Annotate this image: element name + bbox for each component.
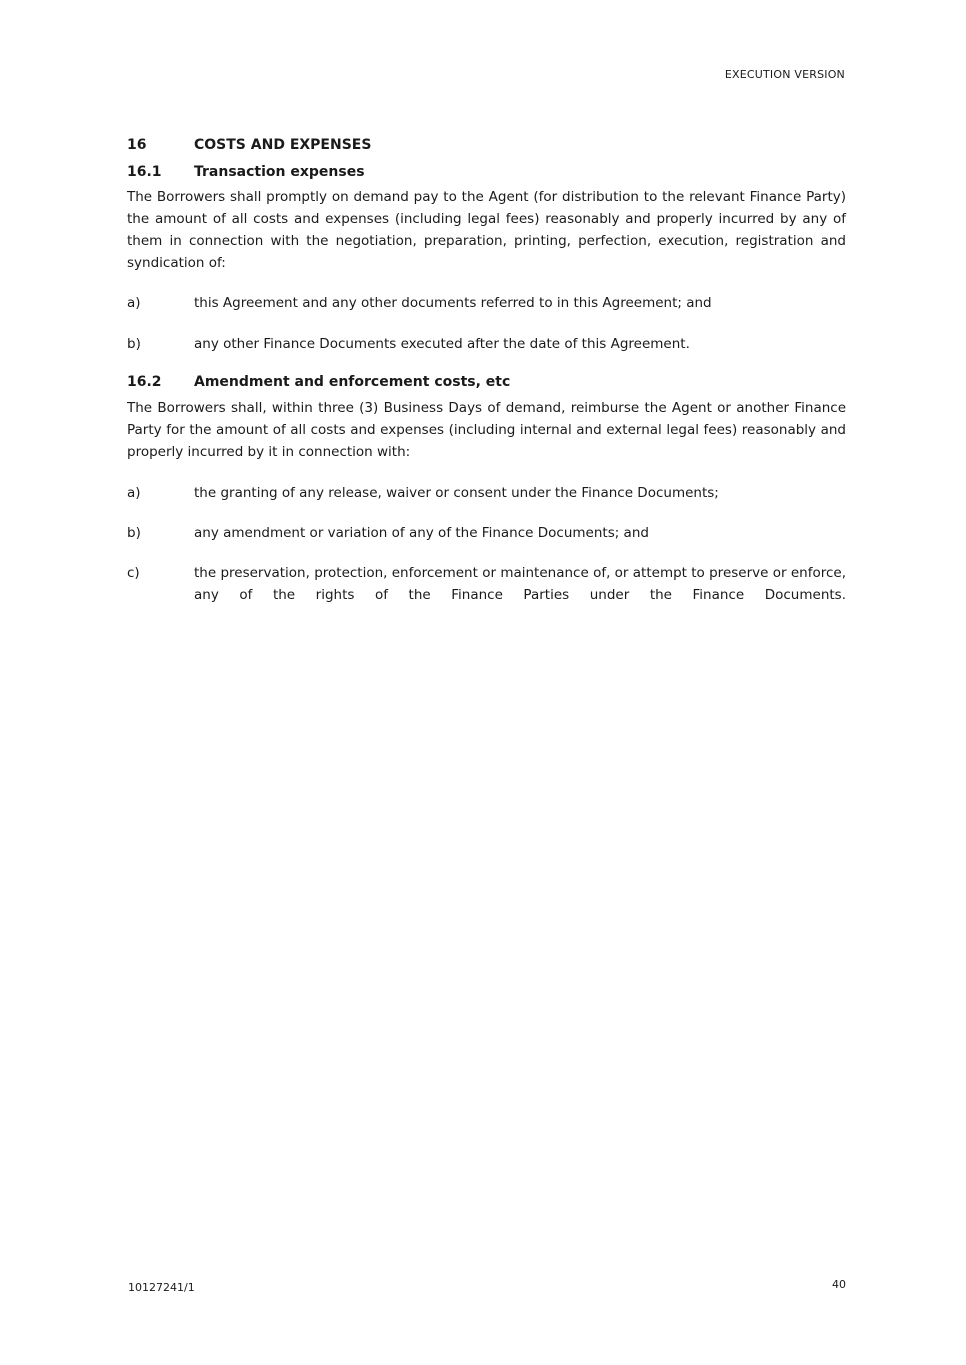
clause-16-1-number: 16.1 (127, 164, 162, 180)
list-item-text: any other Finance Documents executed after the date of this Agreement. (194, 336, 690, 352)
section-number: 16 (127, 137, 147, 153)
list-item-text: any amendment or variation of any of the Finance Documents; and (194, 525, 649, 541)
page-number: 40 (832, 1278, 846, 1291)
section-heading (127, 137, 371, 153)
list-item-text: the preservation, protection, enforcement or maintenance of, or attempt to preserve or enforce, any of the rights of the Finance Parties under the Finance Documents. (194, 565, 846, 603)
clause-16-2-intro: The Borrowers shall, within three (3) Business Days of demand, reimburse the Agent or another Finance Party for the amount of all costs and expenses (including internal and external legal fees) reasonably and properly incurred by it in connection with: (127, 400, 846, 460)
clause-16-1-title: Transaction expenses (194, 164, 365, 180)
list-marker: b) (127, 525, 141, 541)
list-marker: c) (127, 565, 140, 581)
list-item-text: the granting of any release, waiver or consent under the Finance Documents; (194, 485, 719, 501)
list-marker: b) (127, 336, 141, 352)
list-item-text: this Agreement and any other documents referred to in this Agreement; and (194, 295, 712, 311)
section-title: COSTS AND EXPENSES (194, 137, 372, 153)
clause-16-2-title: Amendment and enforcement costs, etc (194, 374, 511, 390)
document-reference: 10127241/1 (128, 1281, 195, 1294)
clause-16-1-intro: The Borrowers shall promptly on demand pay to the Agent (for distribution to the relevant Finance Party) the amount of all costs and expenses (including legal fees) reasonably and properly incurred by any of them in connection with the negotiation, preparation, printing, perfection, execution, registration and syndication of: (127, 189, 846, 271)
clause-16-1-heading (127, 164, 365, 180)
clause-16-2-heading (127, 374, 510, 390)
list-marker: a) (127, 485, 141, 501)
execution-version-label: EXECUTION VERSION (724, 68, 845, 81)
clause-16-2-number: 16.2 (127, 374, 162, 390)
list-marker: a) (127, 295, 141, 311)
